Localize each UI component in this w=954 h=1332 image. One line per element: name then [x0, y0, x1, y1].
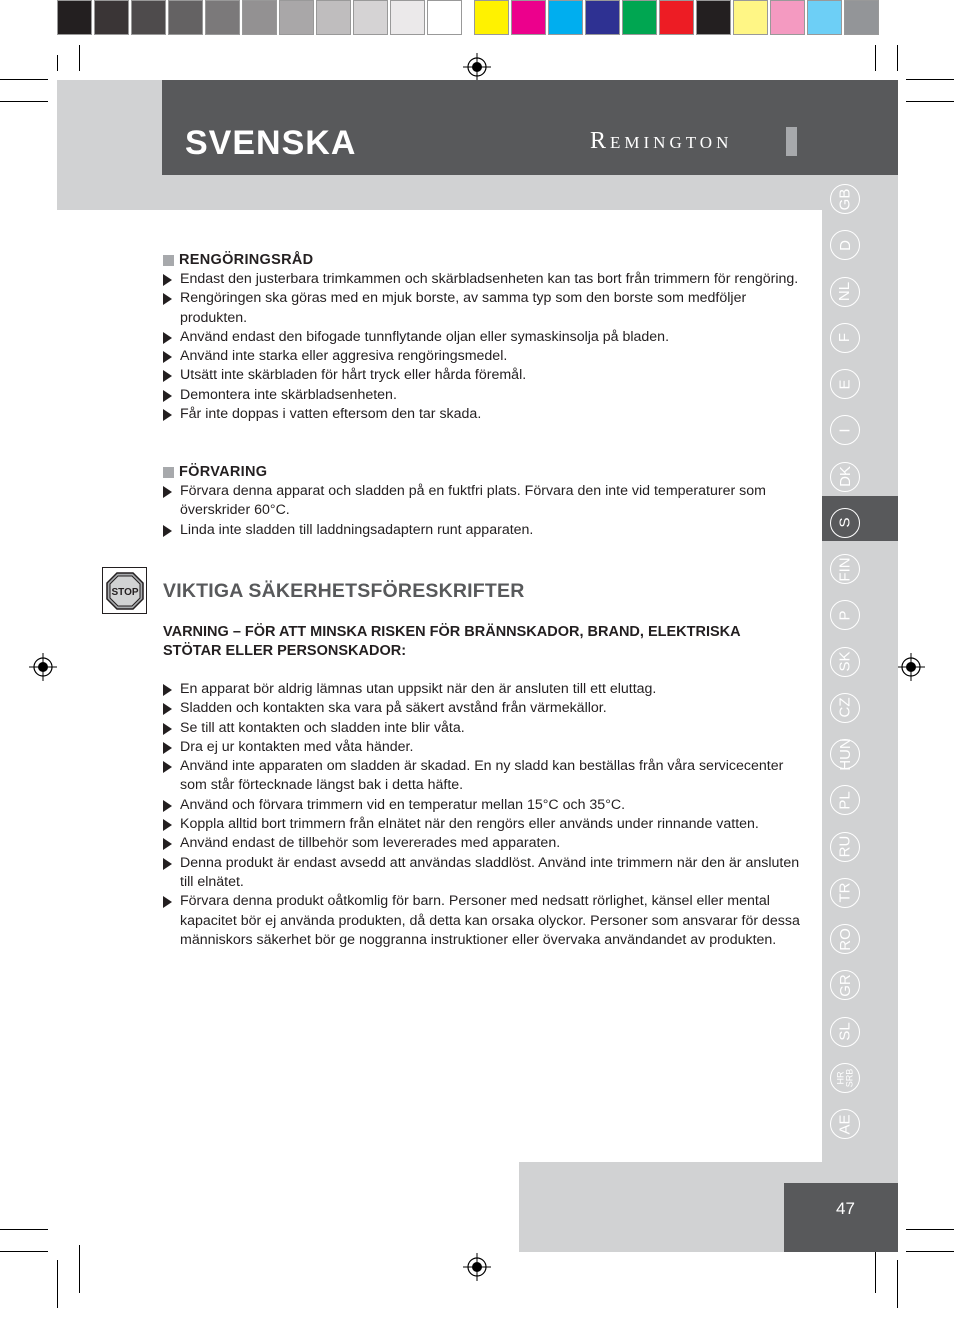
language-tab-f[interactable] [830, 323, 860, 353]
list-item: Dra ej ur kontakten med våta händer. [163, 738, 803, 757]
color-swatch [353, 0, 388, 35]
language-tab-label: HUN [836, 737, 854, 771]
color-swatch [427, 0, 462, 35]
color-swatch [770, 0, 805, 35]
storage-list [163, 482, 803, 540]
color-swatch [390, 0, 425, 35]
language-tab-label: F [836, 333, 854, 343]
list-item: Använd inte apparaten om sladden är skadad. En ny sladd kan beställas från våra servicecenter som står förtecknade längst bak i detta häfte. [163, 757, 803, 796]
color-swatch [242, 0, 277, 35]
language-tab-sl[interactable] [830, 1017, 860, 1047]
language-tab-label: CZ [836, 697, 854, 718]
brand-logo: Remington [590, 128, 733, 154]
crop-mark [875, 45, 876, 71]
language-tab-ae[interactable] [830, 1109, 860, 1139]
color-swatch [131, 0, 166, 35]
color-swatch [733, 0, 768, 35]
crop-mark [79, 45, 80, 71]
list-item: Se till att kontakten och sladden inte blir våta. [163, 719, 803, 738]
safety-warning: VARNING – FÖR ATT MINSKA RISKEN FÖR BRÄNNSKADOR, BRAND, ELEKTRISKA STÖTAR ELLER PERSONSKADOR: [163, 624, 741, 659]
language-tab-hun[interactable] [830, 739, 860, 769]
language-tab-label: GB [836, 188, 854, 210]
list-item: Sladden och kontakten ska vara på säkert avstånd från värmekällor. [163, 699, 803, 718]
color-swatch [585, 0, 620, 35]
color-swatch [548, 0, 583, 35]
language-tab-label: S [836, 517, 854, 528]
crop-mark [897, 45, 898, 71]
crop-mark [0, 1251, 48, 1252]
registration-mark-icon [29, 653, 57, 681]
list-item: Får inte doppas i vatten eftersom den tar skada. [163, 405, 803, 424]
crop-mark [0, 101, 48, 102]
language-tab-label: TR [836, 882, 854, 903]
language-tab-fin[interactable] [830, 554, 860, 584]
color-swatch [279, 0, 314, 35]
language-tab-hr-srb[interactable] [830, 1063, 860, 1093]
registration-mark-icon [463, 53, 491, 81]
color-swatch [474, 0, 509, 35]
list-item: Koppla alltid bort trimmern från elnätet när den rengörs eller används under rinnande vatten. [163, 815, 803, 834]
list-item: Demontera inte skärbladsenheten. [163, 386, 803, 405]
language-tab-label: D [836, 239, 854, 251]
color-swatches [474, 0, 881, 38]
language-tab-ru[interactable] [830, 832, 860, 862]
heading-square-icon [163, 255, 174, 266]
stop-sign-label: STOP [110, 586, 139, 598]
list-item: Utsätt inte skärbladen för hårt tryck eller hårda föremål. [163, 366, 803, 385]
color-swatch [94, 0, 129, 35]
crop-mark [0, 1229, 48, 1230]
crop-mark [79, 1245, 80, 1293]
crop-mark [0, 79, 48, 80]
language-tab-e[interactable] [830, 369, 860, 399]
list-item: Använd endast de tillbehör som levererades med apparaten. [163, 834, 803, 853]
stop-sign-icon [106, 572, 144, 610]
crop-mark [906, 1251, 954, 1252]
list-item: Förvara denna apparat och sladden på en fuktfri plats. Förvara den inte vid temperaturer som överskrider 60°C. [163, 482, 803, 521]
page-title: SVENSKA [185, 124, 357, 162]
crop-mark [897, 1260, 898, 1308]
language-tab-cz[interactable] [830, 693, 860, 723]
color-swatch [168, 0, 203, 35]
list-item: Linda inte sladden till laddningsadaptern runt apparaten. [163, 521, 803, 540]
list-item: Förvara denna produkt oåtkomlig för barn. Personer med nedsatt rörlighet, känsel eller mental kapacitet bör ej använda produkten, då detta kan orsaka olyckor. Personer som ansvarar för dessa människors säkerhet bör ge noggranna instruktioner eller övervaka användandet av produkten. [163, 892, 803, 950]
language-tab-label: GR [836, 974, 854, 997]
color-calibration-bar [57, 0, 881, 38]
crop-mark [57, 55, 58, 71]
color-swatch [622, 0, 657, 35]
list-item: Använd inte starka eller aggresiva rengöringsmedel. [163, 347, 803, 366]
brand-accent-block [786, 127, 797, 156]
crop-mark [57, 1260, 58, 1308]
stop-sign-box [102, 567, 147, 614]
language-tab-label: NL [836, 281, 854, 302]
language-tab-label: DK [836, 466, 854, 487]
color-swatch [659, 0, 694, 35]
language-tab-label: PL [836, 791, 854, 810]
language-tab-gb[interactable] [830, 184, 860, 214]
registration-mark-icon [897, 653, 925, 681]
language-tab-label: E [836, 378, 854, 390]
crop-mark [906, 101, 954, 102]
gray-swatches [57, 0, 464, 38]
language-tab-sk[interactable] [830, 647, 860, 677]
color-swatch [844, 0, 879, 35]
heading-square-icon [163, 467, 174, 478]
language-tab-nl[interactable] [830, 277, 860, 307]
language-tab-label: HR SRB [834, 1068, 854, 1088]
safety-list [163, 680, 803, 950]
language-tab-label: I [836, 428, 854, 433]
list-item: Rengöringen ska göras med en mjuk borste, av samma typ som den borste som medföljer produkten. [163, 289, 803, 328]
language-tab-dk[interactable] [830, 462, 860, 492]
list-item: Använd endast den bifogade tunnflytande oljan eller symaskinsolja på bladen. [163, 328, 803, 347]
language-tab-label: SL [836, 1022, 854, 1041]
language-tab-ro[interactable] [830, 924, 860, 954]
swatch-gap [464, 0, 474, 38]
color-swatch [205, 0, 240, 35]
crop-mark [906, 1229, 954, 1230]
color-swatch [807, 0, 842, 35]
language-tab-label: P [836, 610, 854, 621]
list-item: En apparat bör aldrig lämnas utan uppsikt när den är ansluten till ett eluttag. [163, 680, 803, 699]
language-tab-label: AE [836, 1113, 854, 1135]
color-swatch [511, 0, 546, 35]
color-swatch [696, 0, 731, 35]
cleaning-list [163, 270, 803, 424]
list-item: Endast den justerbara trimkammen och skärbladsenheten kan tas bort från trimmern för rengöring. [163, 270, 803, 289]
storage-heading [163, 464, 267, 480]
crop-mark [875, 1245, 876, 1293]
color-swatch [57, 0, 92, 35]
crop-mark [906, 79, 954, 80]
cleaning-heading [163, 252, 313, 268]
language-tab-label: FIN [836, 556, 854, 582]
safety-title: VIKTIGA SÄKERHETSFÖRESKRIFTER [163, 580, 525, 602]
page-number: 47 [836, 1199, 855, 1218]
registration-mark-icon [463, 1253, 491, 1281]
language-tab-s[interactable] [830, 508, 860, 538]
language-tab-tr[interactable] [830, 878, 860, 908]
list-item: Denna produkt är endast avsedd att användas sladdlöst. Använd inte trimmern när den är ansluten till elnätet. [163, 854, 803, 893]
list-item: Använd och förvara trimmern vid en temperatur mellan 15°C och 35°C. [163, 796, 803, 815]
language-tab-label: SK [836, 651, 854, 672]
language-tab-label: RO [836, 927, 854, 951]
cleaning-title: RENGÖRINGSRÅD [179, 252, 314, 268]
color-swatch [316, 0, 351, 35]
storage-title: FÖRVARING [179, 464, 268, 480]
language-tab-label: RU [836, 835, 854, 858]
